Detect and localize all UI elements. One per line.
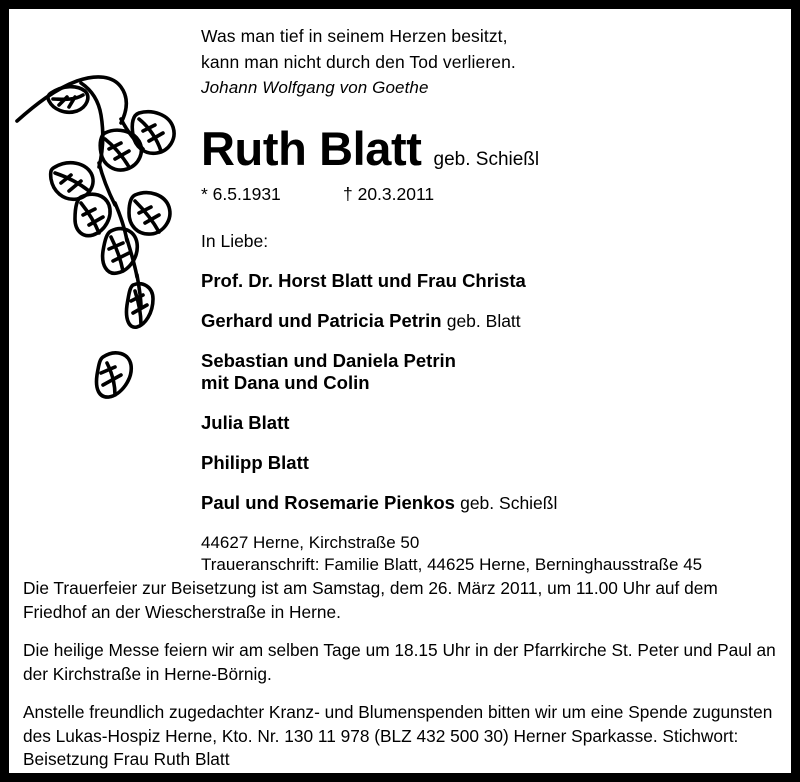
quote-line-1: Was man tief in seinem Herzen besitzt,: [201, 26, 508, 46]
home-address: 44627 Herne, Kirchstraße 50: [201, 533, 420, 552]
quote-line-2: kann man nicht durch den Tod verlieren.: [201, 52, 516, 72]
memorial-quote: [201, 23, 793, 101]
notice-inner: [9, 9, 791, 773]
life-dates: [201, 184, 793, 205]
condolence-address: Traueranschrift: Familie Blatt, 44625 Herne, Berninghausstraße 45: [201, 555, 703, 574]
leaf-branch-illustration: [15, 57, 205, 402]
mourner-name: Sebastian und Daniela Petrin: [201, 350, 456, 371]
address-block: [201, 532, 793, 576]
mourner-entry: [201, 452, 793, 474]
deceased-name-line: [201, 121, 793, 176]
mourner-name: Philipp Blatt: [201, 452, 309, 473]
birth-date: * 6.5.1931: [201, 184, 281, 204]
mourner-entry: [201, 492, 793, 514]
mourner-name: Julia Blatt: [201, 412, 290, 433]
mourner-name: Prof. Dr. Horst Blatt und Frau Christa: [201, 270, 526, 291]
mourner-entry: [201, 270, 793, 292]
ceremony-details: [23, 577, 785, 772]
mourner-name: Paul und Rosemarie Pienkos: [201, 492, 455, 513]
upper-text-column: [201, 23, 793, 576]
mourner-entry: [201, 310, 793, 332]
mourners-intro: In Liebe:: [201, 231, 269, 251]
funeral-paragraph: Die Trauerfeier zur Beisetzung ist am Samstag, dem 26. März 2011, um 11.00 Uhr auf dem Friedhof an der Wiescherstraße in Herne.: [23, 578, 718, 622]
mourner-entry: [201, 350, 793, 394]
mourners-list: [201, 270, 793, 514]
donation-paragraph: Anstelle freundlich zugedachter Kranz- und Blumenspenden bitten wir um eine Spende zugunsten des Lukas-Hospiz Herne, Kto. Nr. 130 11 978 (BLZ 432 500 30) Herner Sparkasse. Stichwort: Beisetzung Frau Ruth Blatt: [23, 702, 773, 769]
mourner-children: mit Dana und Colin: [201, 372, 370, 393]
deceased-name: Ruth Blatt: [201, 122, 422, 175]
death-date: † 20.3.2011: [343, 184, 435, 204]
mass-paragraph: Die heilige Messe feiern wir am selben Tage um 18.15 Uhr in der Pfarrkirche St. Peter und Paul an der Kirchstraße in Herne-Börnig.: [23, 640, 776, 684]
mourner-maiden-name: geb. Blatt: [446, 311, 521, 331]
deceased-maiden-name: geb. Schießl: [433, 149, 540, 170]
mourner-name: Gerhard und Patricia Petrin: [201, 310, 442, 331]
mourner-entry: [201, 412, 793, 434]
mourner-maiden-name: geb. Schießl: [460, 493, 558, 513]
quote-author: Johann Wolfgang von Goethe: [201, 78, 429, 97]
